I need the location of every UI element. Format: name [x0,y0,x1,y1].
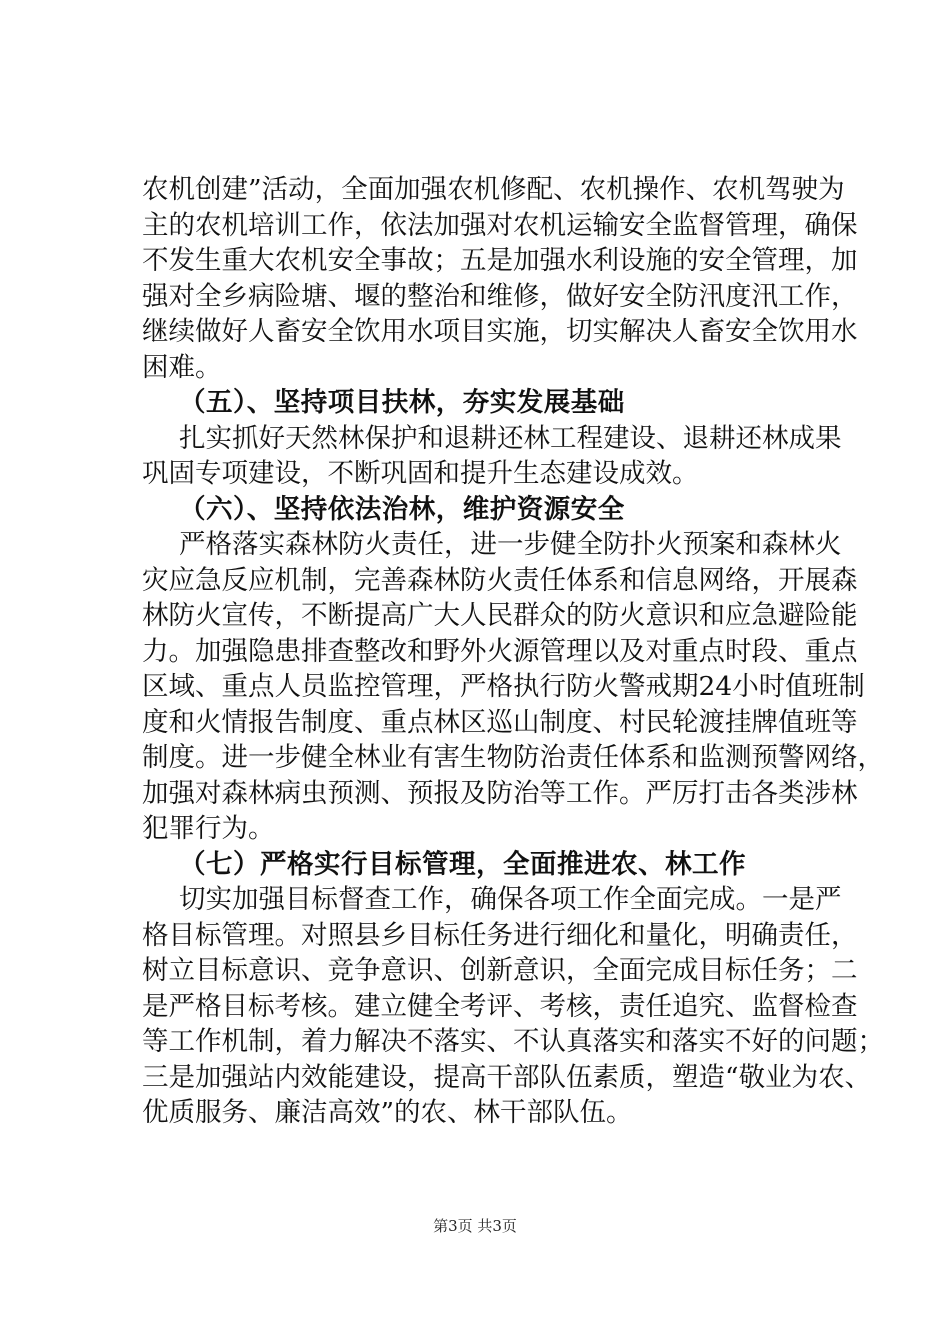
paragraph-first-line: 切 实 加 强 目 标 督 查 工 作 ， 确 保 各 项 工 作 全 面 完 成 。 一 是 严 [179,884,842,915]
paragraph-line: 制 度 。 进 一 步 健 全 林 业 有 害 生 物 防 治 责 任 体 系 和 监 测 预 警 网 络 ， [142,742,884,773]
paragraph-line: 巩固专项建设，不断巩固和提升生态建设成效。 [142,458,699,489]
paragraph-line: 等 工 作 机 制 ， 着 力 解 决 不 落 实 、 不 认 真 落 实 和 落 实 不 好 的 问 题 ； [142,1026,884,1057]
section-heading: （六）、坚持依法治林，维护资源安全 [179,493,625,525]
paragraph-line: 继 续 做 好 人 畜 安 全 饮 用 水 项 目 实 施 ， 切 实 解 决 人 畜 安 全 饮 用 水 [142,316,858,347]
paragraph-line: 树 立 目 标 意 识 、 竞 争 意 识 、 创 新 意 识 ， 全 面 完 成 目 标 任 务 ； 二 [142,955,858,986]
paragraph-line: 农 机 创 建 ” 活 动 ， 全 面 加 强 农 机 修 配 、 农 机 操 作 、 农 机 驾 驶 为 [142,174,845,205]
section-heading: （七）严格实行目标管理，全面推进农、林工作 [179,848,746,880]
paragraph-line: 是 严 格 目 标 考 核 。 建 立 健 全 考 评 、 考 核 ， 责 任 追 究 、 监 督 检 查 [142,990,858,1022]
paragraph-line: 力 。 加 强 隐 患 排 查 整 改 和 野 外 火 源 管 理 以 及 对 重 点 时 段 、 重 点 [142,635,858,667]
paragraph-line: 三 是 加 强 站 内 效 能 建 设 ， 提 高 干 部 队 伍 素 质 ， 塑 造 “ 敬 业 为 农 、 [142,1061,872,1093]
paragraph-line: 区 域 、 重 点 人 员 监 控 管 理 ， 严 格 执 行 防 火 警 戒 期 24 小 时 值 班 制 [142,671,865,702]
paragraph-line: 格 目 标 管 理 。 对 照 县 乡 目 标 任 务 进 行 细 化 和 量 化 ， 明 确 责 任 ， [142,919,858,951]
paragraph-first-line: 严 格 落 实 森 林 防 火 责 任 ， 进 一 步 健 全 防 扑 火 预 案 和 森 林 火 [179,529,842,560]
paragraph-line: 犯罪行为。 [142,813,275,844]
paragraph-line: 主 的 农 机 培 训 工 作 ， 依 法 加 强 对 农 机 运 输 安 全 监 督 管 理 ， 确 保 [142,209,858,241]
paragraph-line: 林 防 火 宣 传 ， 不 断 提 高 广 大 人 民 群 众 的 防 火 意 识 和 应 急 避 险 能 [142,600,858,631]
paragraph-line: 困难。 [142,351,222,383]
paragraph-line: 灾 应 急 反 应 机 制 ， 完 善 森 林 防 火 责 任 体 系 和 信 息 网 络 ， 开 展 森 [142,564,858,596]
paragraph-line: 不 发 生 重 大 农 机 安 全 事 故 ； 五 是 加 强 水 利 设 施 的 安 全 管 理 ， 加 [142,245,858,276]
section-heading: （五）、坚持项目扶林，夯实发展基础 [179,387,625,418]
paragraph-line: 度 和 火 情 报 告 制 度 、 重 点 林 区 巡 山 制 度 、 村 民 轮 渡 挂 牌 值 班 等 [142,706,858,738]
paragraph-first-line: 扎 实 抓 好 天 然 林 保 护 和 退 耕 还 林 工 程 建 设 、 退 耕 还 林 成 果 [179,422,842,454]
document-body [142,172,884,1131]
paragraph-line: 强 对 全 乡 病 险 塘 、 堰 的 整 治 和 维 修 ， 做 好 安 全 防 汛 度 汛 工 作 ， [142,280,858,312]
paragraph-line: 加 强 对 森 林 病 虫 预 测 、 预 报 及 防 治 等 工 作 。 严 厉 打 击 各 类 涉 林 [142,777,858,809]
paragraph-line: 优质服务、廉洁高效”的农、林干部队伍。 [142,1097,633,1128]
page-footer: 第3页 共3页 [433,1217,517,1235]
